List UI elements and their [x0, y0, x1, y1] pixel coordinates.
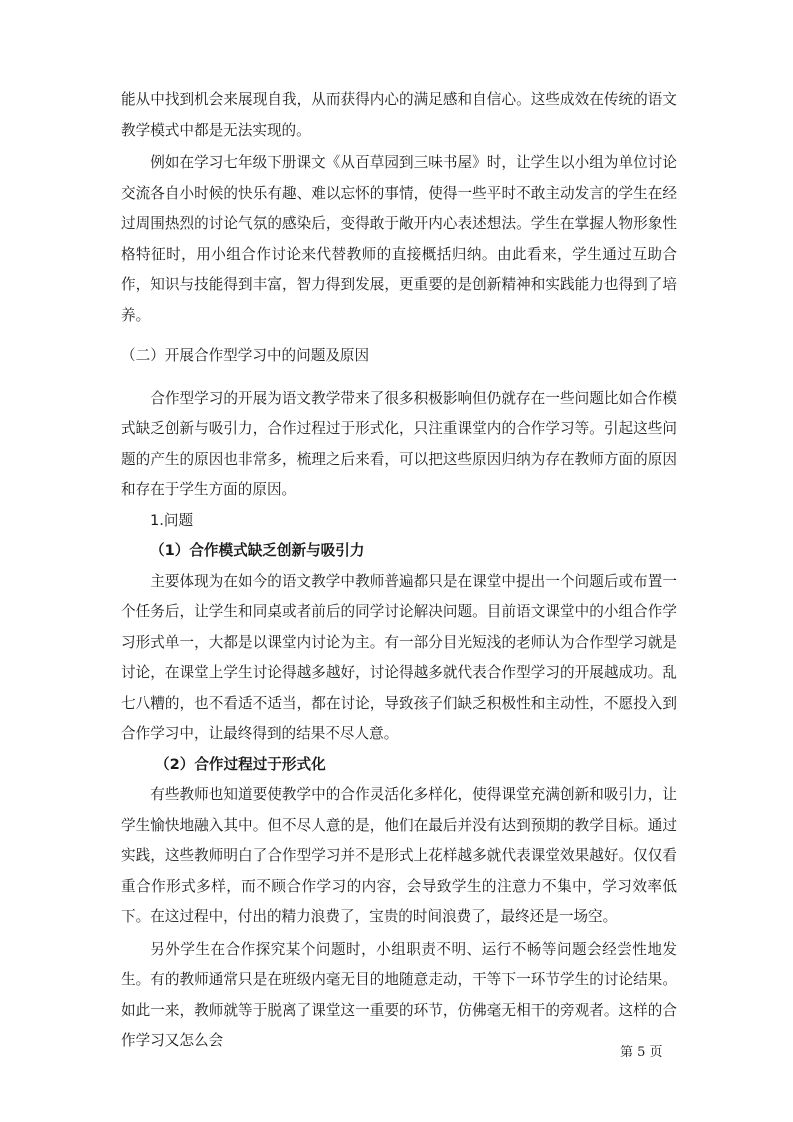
subheading-1: （1）合作模式缺乏创新与吸引力	[150, 542, 365, 559]
paragraph-problem-2: 有些教师也知道要使教学中的合作灵活化多样化，使得课堂充满创新和吸引力，让学生愉快地融入其中。但不尽人意的是，他们在最后并没有达到预期的教学目标。通过实践，这些教师明白了合作型学习并不是形式上花样越多就代表课堂效果越好。仅仅看重合作形式多样，而不顾合作学习的内容，会导致学生的注意力不集中，学习效率低下。在这过程中，付出的精力浪费了，宝贵的时间浪费了，最终还是一场空。	[121, 786, 677, 925]
page-number: 第 5 页	[620, 1045, 663, 1060]
paragraph-problem-2-cont: 另外学生在合作探究某个问题时，小组职责不明、运行不畅等问题会经尝性地发生。有的教师通常只是在班级内毫无目的地随意走动，干等下一环节学生的讨论结果。如此一来，教师就等于脱离了课堂这一重要的环节，仿佛毫无相干的旁观者。这样的合作学习又怎么会	[121, 940, 677, 1049]
paragraph-problem-1: 主要体现为在如今的语文教学中教师普遍都只是在课堂中提出一个问题后或布置一个任务后，让学生和同桌或者前后的同学讨论解决问题。目前语文课堂中的小组合作学习形式单一，大都是以课堂内讨论为主。有一部分目光短浅的老师认为合作型学习就是讨论，在课堂上学生讨论得越多越好，讨论得越多就代表合作型学习的开展越成功。乱七八糟的，也不看适不适当，都在讨论，导致孩子们缺乏积极性和主动性，不愿投入到合作学习中，让最终得到的结果不尽人意。	[121, 572, 677, 742]
document-body	[121, 85, 677, 1057]
paragraph-example: 例如在学习七年级下册课文《从百草园到三味书屋》时，让学生以小组为单位讨论交流各自小时候的快乐有趣、难以忘怀的事情，使得一些平时不敢主动发言的学生在经过周围热烈的讨论气氛的感染后，变得敢于敞开内心表述想法。学生在掌握人物形象性格特征时，用小组合作讨论来代替教师的直接概括归纳。由此看来，学生通过互助合作，知识与技能得到丰富，智力得到发展，更重要的是创新精神和实践能力也得到了培养。	[121, 154, 677, 324]
paragraph-intro: 合作型学习的开展为语文教学带来了很多积极影响但仍就存在一些问题比如合作模式缺乏创新与吸引力，合作过程过于形式化，只注重课堂内的合作学习等。引起这些问题的产生的原因也非常多，梳理之后来看，可以把这些原因归纳为存在教师方面的原因和存在于学生方面的原因。	[121, 389, 677, 498]
subheading-problems: 1.问题	[150, 511, 194, 529]
section-heading: （二）开展合作型学习中的问题及原因	[121, 347, 370, 364]
paragraph-continuation: 能从中找到机会来展现自我，从而获得内心的满足感和自信心。这些成效在传统的语文教学模式中都是无法实现的。	[121, 91, 677, 139]
subheading-2: （2）合作过程过于形式化	[155, 755, 326, 773]
